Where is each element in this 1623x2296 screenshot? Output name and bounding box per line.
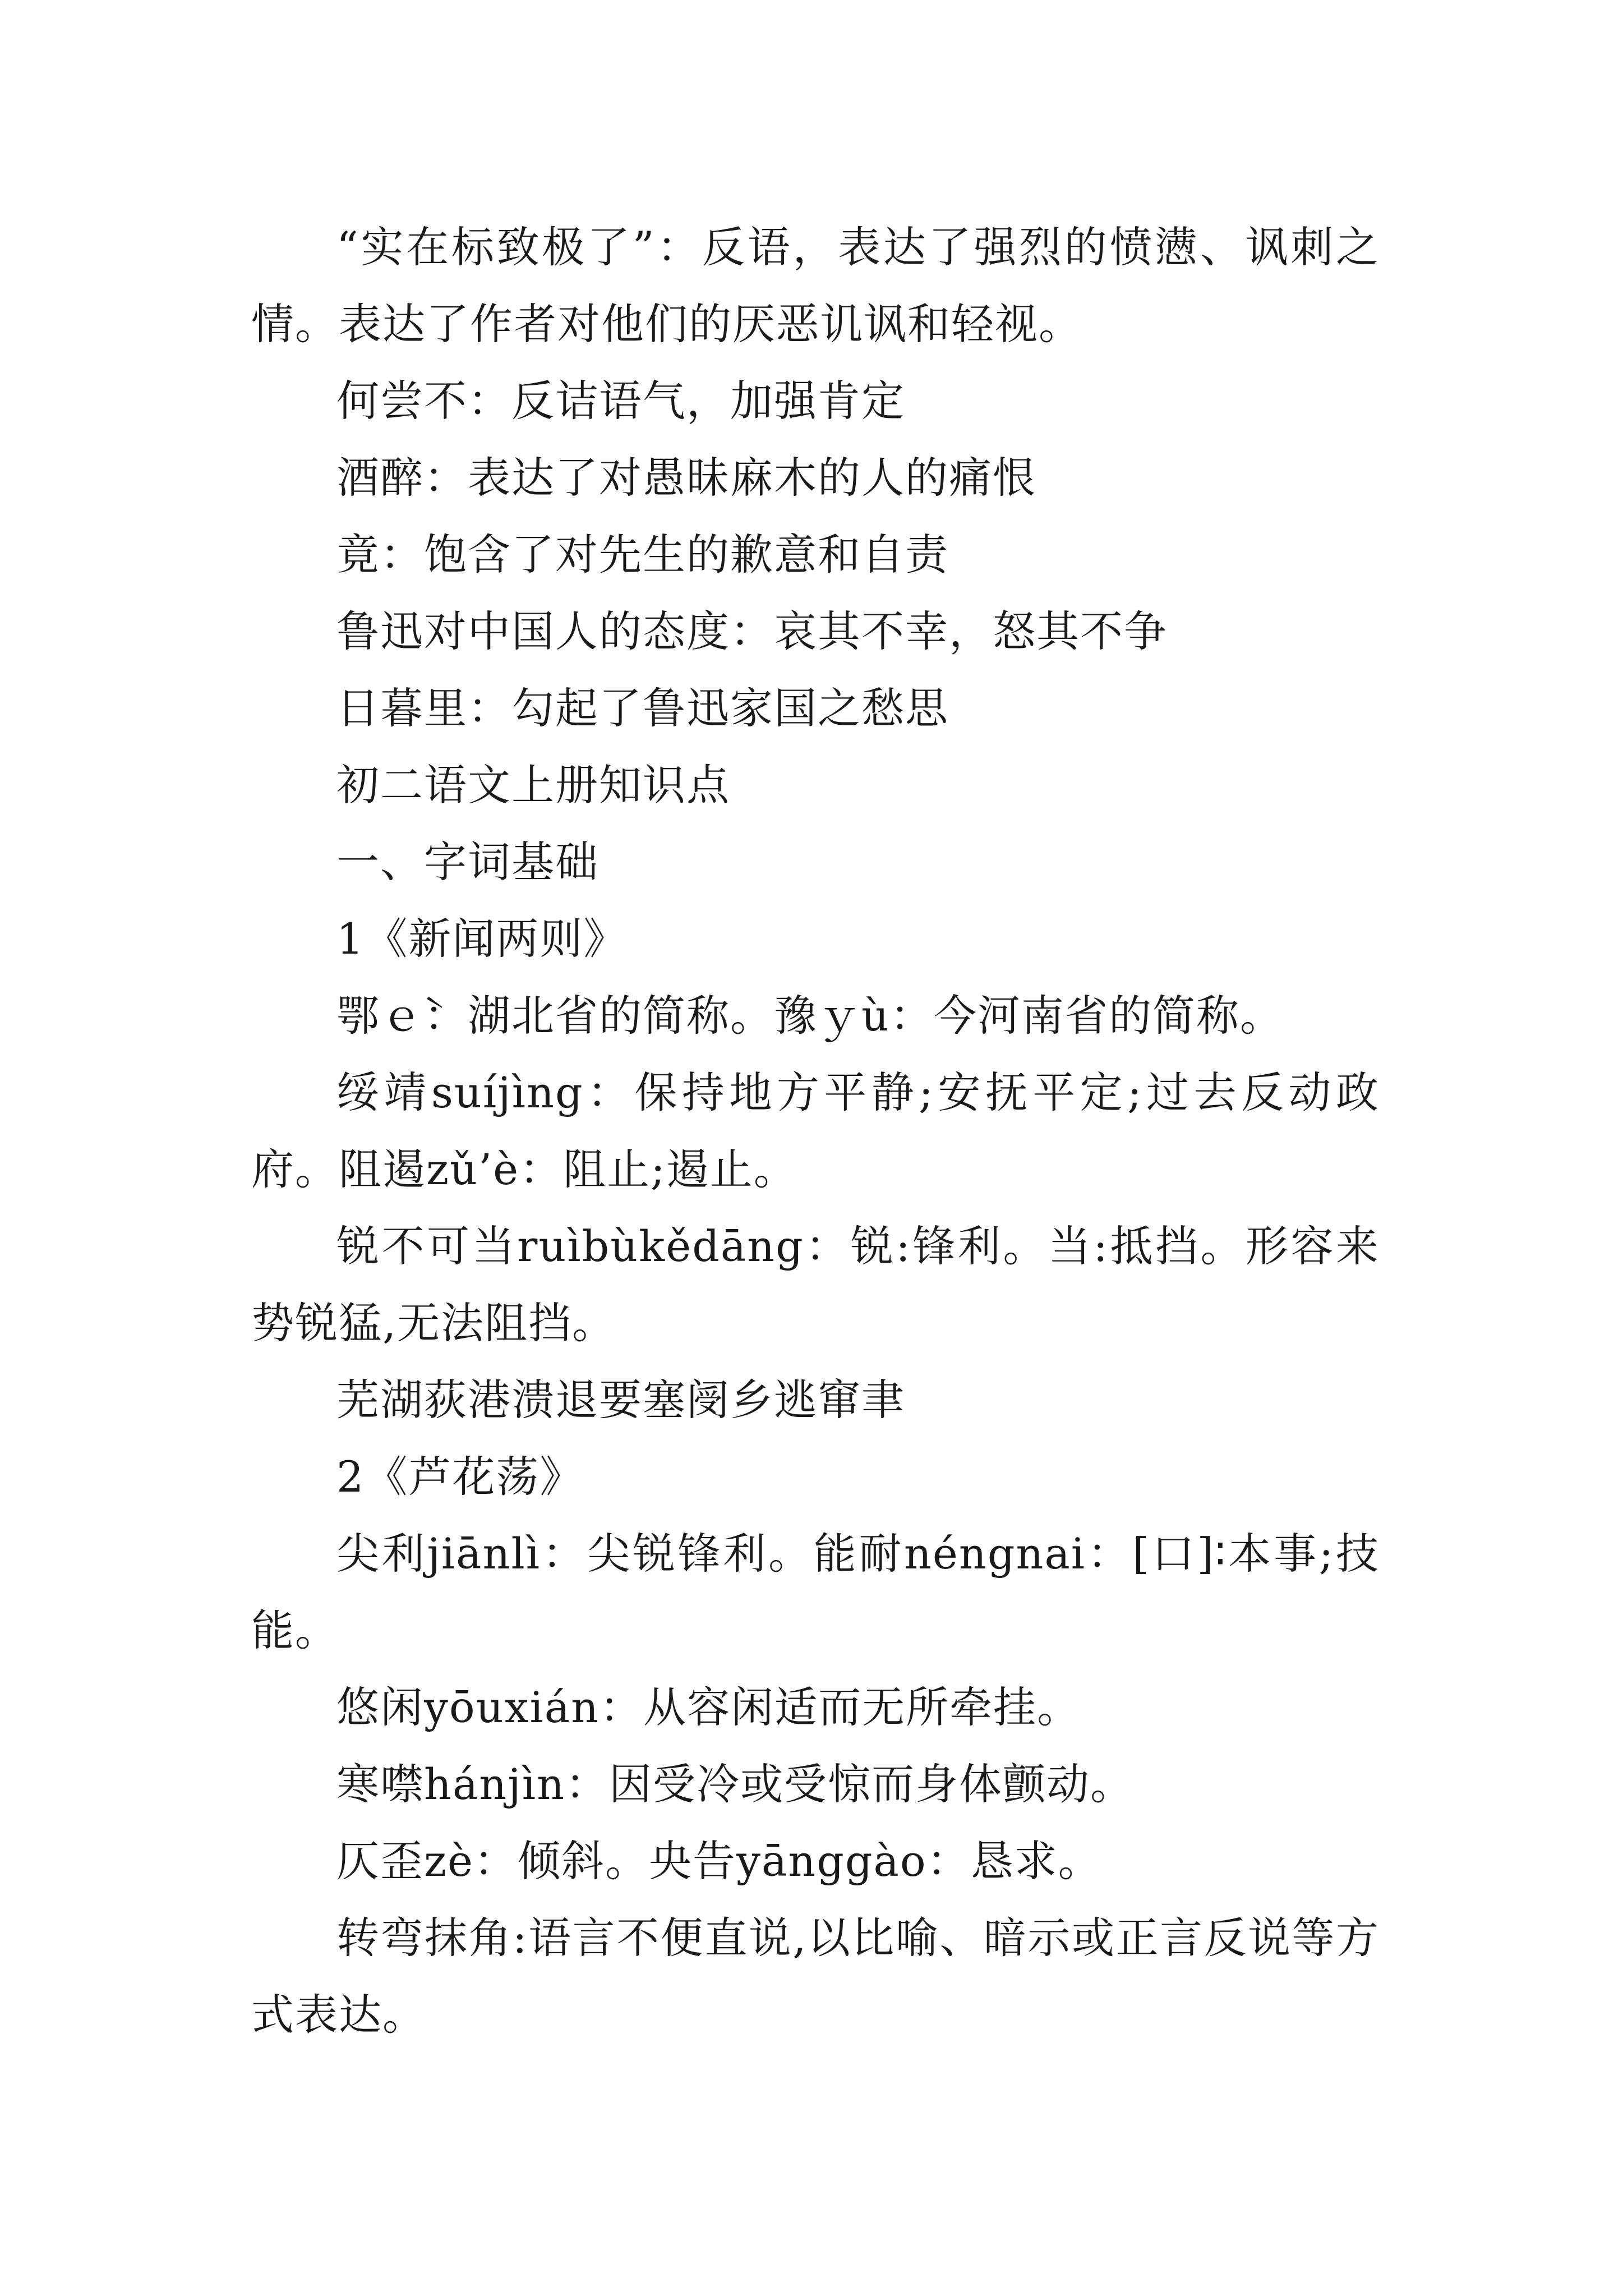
- vocab-paragraph: 转弯抹角:语言不便直说,以比喻、暗示或正言反说等方式表达。: [251, 1913, 1380, 2040]
- vocab-paragraph: 悠闲yōuxián：从容闲适而无所牵挂。: [336, 1682, 1081, 1732]
- document-body: [251, 209, 1380, 2053]
- section-heading: 一、字词基础: [336, 837, 599, 887]
- paragraph-hechangbu: 何尝不：反诘语气，加强肯定: [336, 376, 905, 426]
- vocab-paragraph: 绥靖suíjìng：保持地方平静;安抚平定;过去反动政府。阻遏zǔ’è：阻止;遏止。: [251, 1068, 1380, 1194]
- section-title: 初二语文上册知识点: [336, 760, 730, 810]
- paragraph-rimuli: 日暮里：勾起了鲁迅家国之愁思: [336, 683, 949, 733]
- lesson-heading-1: 1《新闻两则》: [336, 914, 628, 964]
- lesson-heading-2: 2《芦花荡》: [336, 1452, 584, 1502]
- paragraph-luxun-attitude: 鲁迅对中国人的态度：哀其不幸，怒其不争: [336, 606, 1168, 656]
- vocab-paragraph: 仄歪zè：倾斜。央告yānggào：恳求。: [336, 1836, 1102, 1886]
- paragraph-sarcasm: “实在标致极了”：反语，表达了强烈的愤懑、讽刺之情。表达了作者对他们的厌恶讥讽和轻视。: [251, 222, 1380, 349]
- vocab-paragraph: 寒噤hánjìn：因受冷或受惊而身体颤动。: [336, 1759, 1135, 1809]
- paragraph-jing: 竟：饱含了对先生的歉意和自责: [336, 530, 949, 579]
- paragraph-jiuzui: 酒醉：表达了对愚昧麻木的人的痛恨: [336, 453, 1036, 503]
- vocab-paragraph: 尖利jiānlì：尖锐锋利。能耐néngnai：[口]∶本事;技能。: [251, 1529, 1380, 1655]
- vocab-paragraph: 鄂ｅ̀：湖北省的简称。豫ｙù：今河南省的简称。: [336, 991, 1284, 1041]
- vocab-paragraph: 锐不可当ruìbùkědāng：锐:锋利。当:抵挡。形容来势锐猛,无法阻挡。: [251, 1221, 1380, 1348]
- vocab-paragraph: 芜湖荻港溃退要塞阌乡逃窜聿: [336, 1375, 905, 1425]
